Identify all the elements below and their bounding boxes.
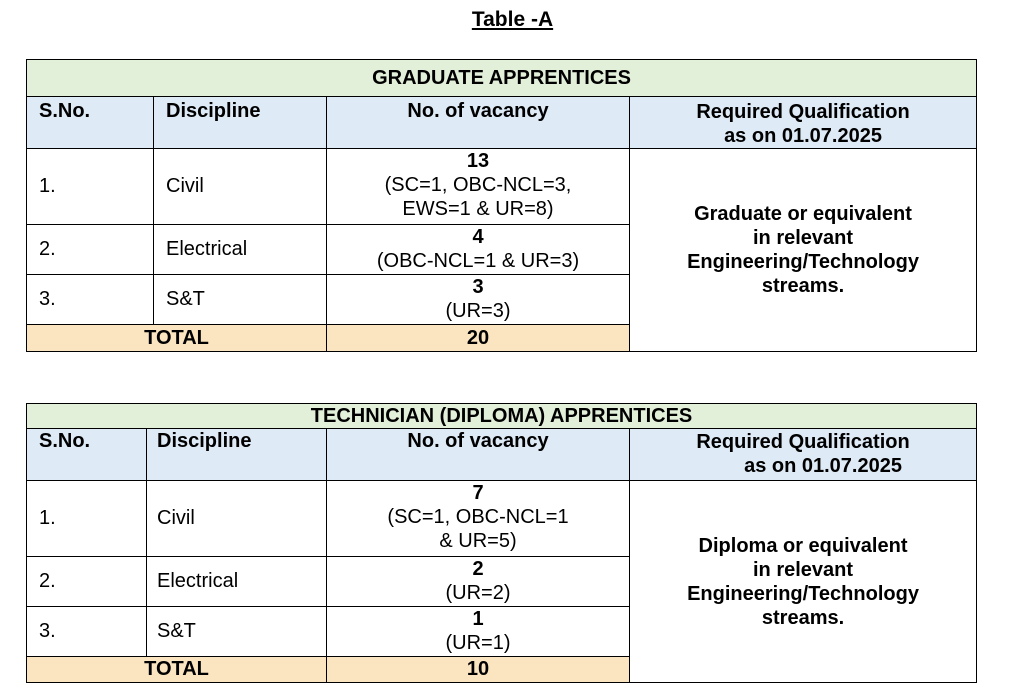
row-sno: 2. bbox=[27, 225, 154, 275]
vacancy-detail: (UR=1) bbox=[445, 632, 511, 654]
row-sno: 1. bbox=[27, 481, 147, 557]
row-discipline: Civil bbox=[154, 149, 327, 225]
qualification-line: streams. bbox=[761, 275, 845, 297]
vacancy-detail: & UR=5) bbox=[439, 530, 517, 552]
graduate-apprentices-table bbox=[26, 59, 977, 352]
qualification-line: Diploma or equivalent bbox=[698, 534, 908, 557]
total-value: 10 bbox=[327, 657, 630, 683]
vacancy-detail: (SC=1, OBC-NCL=1 bbox=[387, 506, 569, 528]
table-row bbox=[27, 481, 977, 557]
header-qualification-line: Required Qualification bbox=[696, 431, 910, 453]
qualification-line: Engineering/Technology bbox=[687, 251, 919, 273]
qualification-line: in relevant bbox=[752, 227, 854, 249]
header-vacancy: No. of vacancy bbox=[327, 97, 630, 149]
header-discipline: Discipline bbox=[147, 429, 327, 481]
vacancy-count: 7 bbox=[472, 482, 484, 504]
qualification-line: in relevant bbox=[753, 558, 854, 581]
header-qualification-line: as on 01.07.2025 bbox=[744, 455, 902, 477]
row-sno: 3. bbox=[27, 607, 147, 657]
technician-apprentices-table bbox=[26, 403, 977, 683]
row-sno: 3. bbox=[27, 275, 154, 325]
section-title: TECHNICIAN (DIPLOMA) APPRENTICES bbox=[27, 404, 977, 429]
vacancy-count: 2 bbox=[472, 558, 484, 580]
vacancy-detail: (OBC-NCL=1 & UR=3) bbox=[376, 250, 580, 272]
row-vacancy bbox=[327, 275, 630, 325]
row-vacancy bbox=[327, 607, 630, 657]
table-row bbox=[27, 149, 977, 225]
row-vacancy bbox=[327, 481, 630, 557]
vacancy-count: 4 bbox=[472, 226, 484, 248]
row-vacancy bbox=[327, 149, 630, 225]
row-discipline: S&T bbox=[154, 275, 327, 325]
header-qualification-line: as on 01.07.2025 bbox=[724, 125, 882, 147]
total-value: 20 bbox=[327, 325, 630, 352]
vacancy-count: 3 bbox=[472, 276, 484, 298]
total-label: TOTAL bbox=[27, 657, 327, 683]
row-discipline: S&T bbox=[147, 607, 327, 657]
row-vacancy bbox=[327, 557, 630, 607]
vacancy-detail: (SC=1, OBC-NCL=3, bbox=[384, 174, 572, 196]
header-discipline: Discipline bbox=[154, 97, 327, 149]
header-qualification-line: Required Qualification bbox=[696, 101, 910, 123]
header-qualification bbox=[630, 97, 977, 149]
vacancy-count: 1 bbox=[472, 608, 484, 630]
header-sno: S.No. bbox=[27, 97, 154, 149]
page-title: Table -A bbox=[471, 8, 554, 31]
row-discipline: Electrical bbox=[154, 225, 327, 275]
total-label: TOTAL bbox=[27, 325, 327, 352]
required-qualification bbox=[630, 481, 977, 683]
row-sno: 2. bbox=[27, 557, 147, 607]
vacancy-count: 13 bbox=[466, 150, 490, 172]
row-sno: 1. bbox=[27, 149, 154, 225]
qualification-line: Engineering/Technology bbox=[687, 582, 919, 605]
required-qualification bbox=[630, 149, 977, 352]
header-sno: S.No. bbox=[27, 429, 147, 481]
qualification-line: Graduate or equivalent bbox=[694, 203, 912, 225]
row-discipline: Civil bbox=[147, 481, 327, 557]
section-title: GRADUATE APPRENTICES bbox=[27, 60, 977, 97]
qualification-line: streams. bbox=[761, 606, 845, 629]
header-qualification bbox=[630, 429, 977, 481]
vacancy-detail: (UR=2) bbox=[445, 582, 511, 604]
vacancy-detail: (UR=3) bbox=[445, 300, 511, 322]
row-vacancy bbox=[327, 225, 630, 275]
vacancy-detail: EWS=1 & UR=8) bbox=[402, 198, 554, 220]
row-discipline: Electrical bbox=[147, 557, 327, 607]
header-vacancy: No. of vacancy bbox=[327, 429, 630, 481]
